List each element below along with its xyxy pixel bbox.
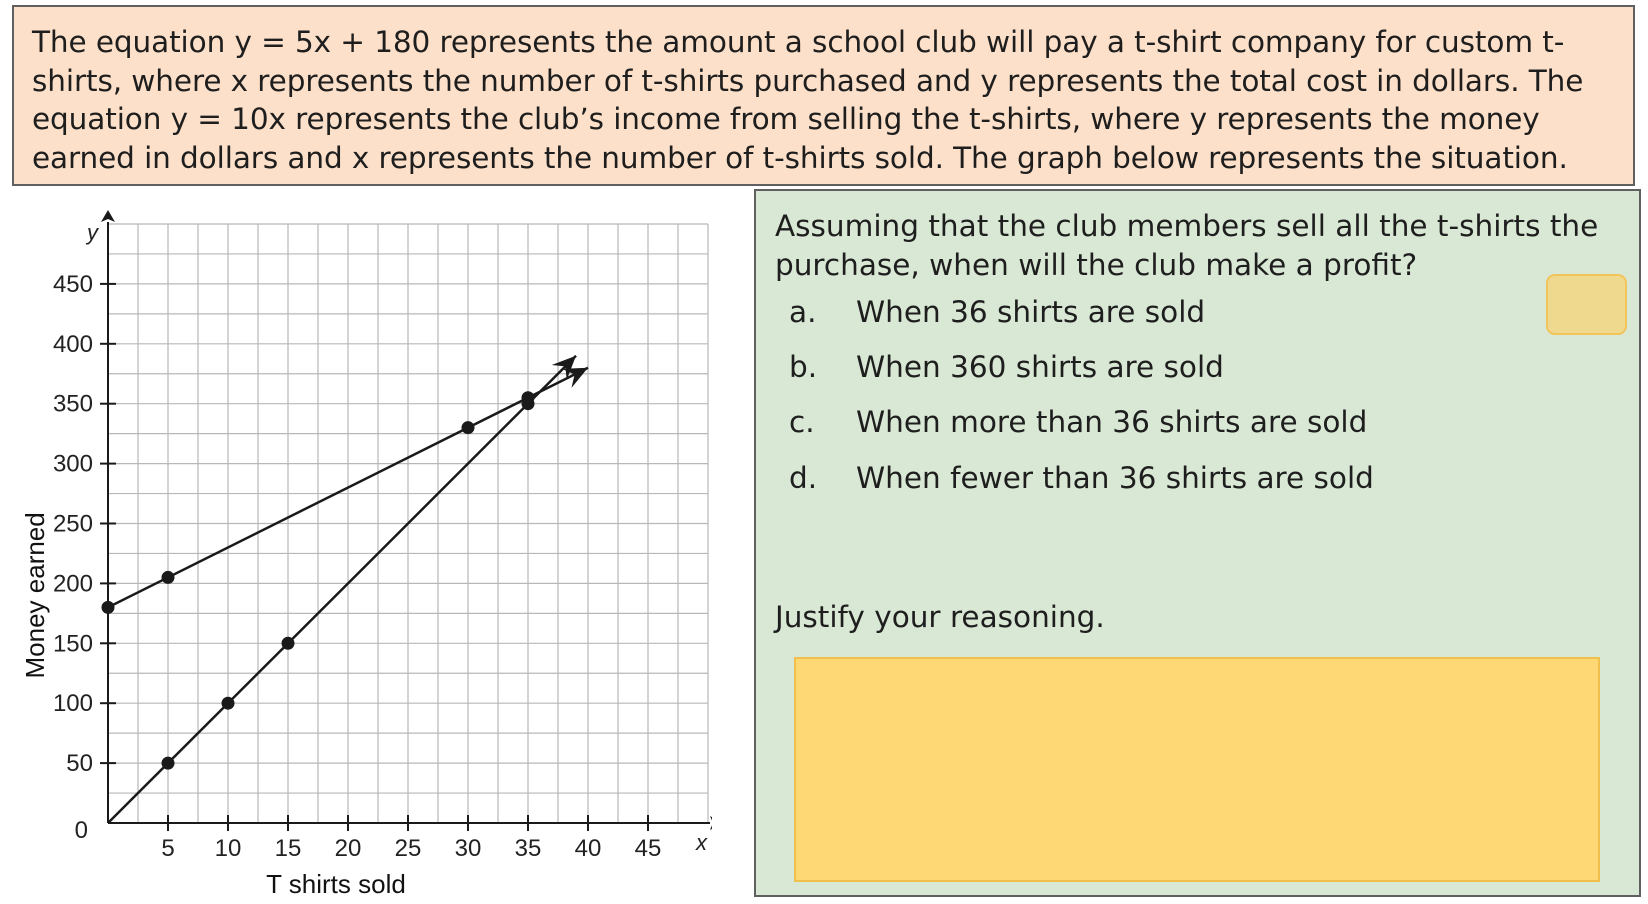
y-tick-label: 300 [52, 450, 93, 478]
y-axis-letter: y [87, 220, 98, 245]
y-tick-label: 50 [66, 750, 93, 778]
question-panel [754, 189, 1641, 897]
choice-d[interactable] [789, 460, 1374, 496]
x-tick-label: 15 [274, 835, 302, 862]
y-tick-label: 150 [52, 630, 93, 658]
data-point [282, 637, 295, 650]
x-axis-arrow [710, 816, 712, 830]
answer-slot[interactable] [1546, 274, 1627, 335]
justify-label: Justify your reasoning. [775, 600, 1105, 634]
x-tick-label: 30 [454, 835, 482, 862]
choice-letter: b. [789, 350, 818, 384]
y-axis-arrow [101, 210, 115, 222]
x-axis-title: T shirts sold [266, 869, 406, 899]
y-tick-label: 200 [52, 570, 93, 598]
y-tick-label: 100 [52, 690, 93, 718]
data-point [462, 421, 475, 434]
problem-text: The equation y = 5x + 180 represents the amount a school club will pay a t-shirt company for custom t-shirts, where x represents the number of t-shirts purchased and y represents the total cost in dollars. The equation y = 10x represents the club’s income from selling the t-shirts, where y represents the money earned in dollars and x represents the number of t-shirts sold. The graph below represents the situation. [32, 25, 1584, 175]
x-tick-label: 45 [634, 835, 662, 862]
data-point [222, 697, 235, 710]
choice-text: When fewer than 36 shirts are sold [856, 461, 1374, 495]
choice-c[interactable] [789, 404, 1367, 440]
choice-text: When 360 shirts are sold [856, 350, 1224, 384]
line-chart [0, 189, 712, 904]
x-axis-letter: x [696, 830, 707, 855]
y-tick-label: 450 [52, 270, 93, 298]
data-point [162, 757, 175, 770]
x-tick-label: 35 [514, 835, 542, 862]
x-tick-label: 10 [214, 835, 242, 862]
data-point [162, 571, 175, 584]
choice-letter: c. [789, 405, 815, 439]
problem-statement [12, 5, 1635, 186]
x-tick-label: 25 [394, 835, 422, 862]
choice-b[interactable] [789, 349, 1224, 385]
x-tick-label: 20 [334, 835, 362, 862]
x-tick-label: 40 [574, 835, 602, 862]
y-tick-label: 250 [52, 510, 93, 538]
x-tick-label: 5 [161, 835, 175, 862]
series-line-1 [108, 356, 576, 823]
question-text: Assuming that the club members sell all the t-shirts the purchase, when will the club make a profit? [775, 209, 1599, 282]
data-point [102, 601, 115, 614]
choice-letter: a. [789, 295, 817, 329]
y-tick-label: 350 [52, 390, 93, 418]
justification-input[interactable] [794, 657, 1600, 882]
y-axis-title: Money earned [20, 512, 50, 679]
choice-letter: d. [789, 461, 818, 495]
data-point [522, 397, 535, 410]
origin-label: 0 [74, 817, 88, 844]
choice-text: When more than 36 shirts are sold [856, 405, 1368, 439]
y-tick-label: 400 [52, 330, 93, 358]
choice-a[interactable] [789, 294, 1205, 330]
choice-text: When 36 shirts are sold [856, 295, 1206, 329]
